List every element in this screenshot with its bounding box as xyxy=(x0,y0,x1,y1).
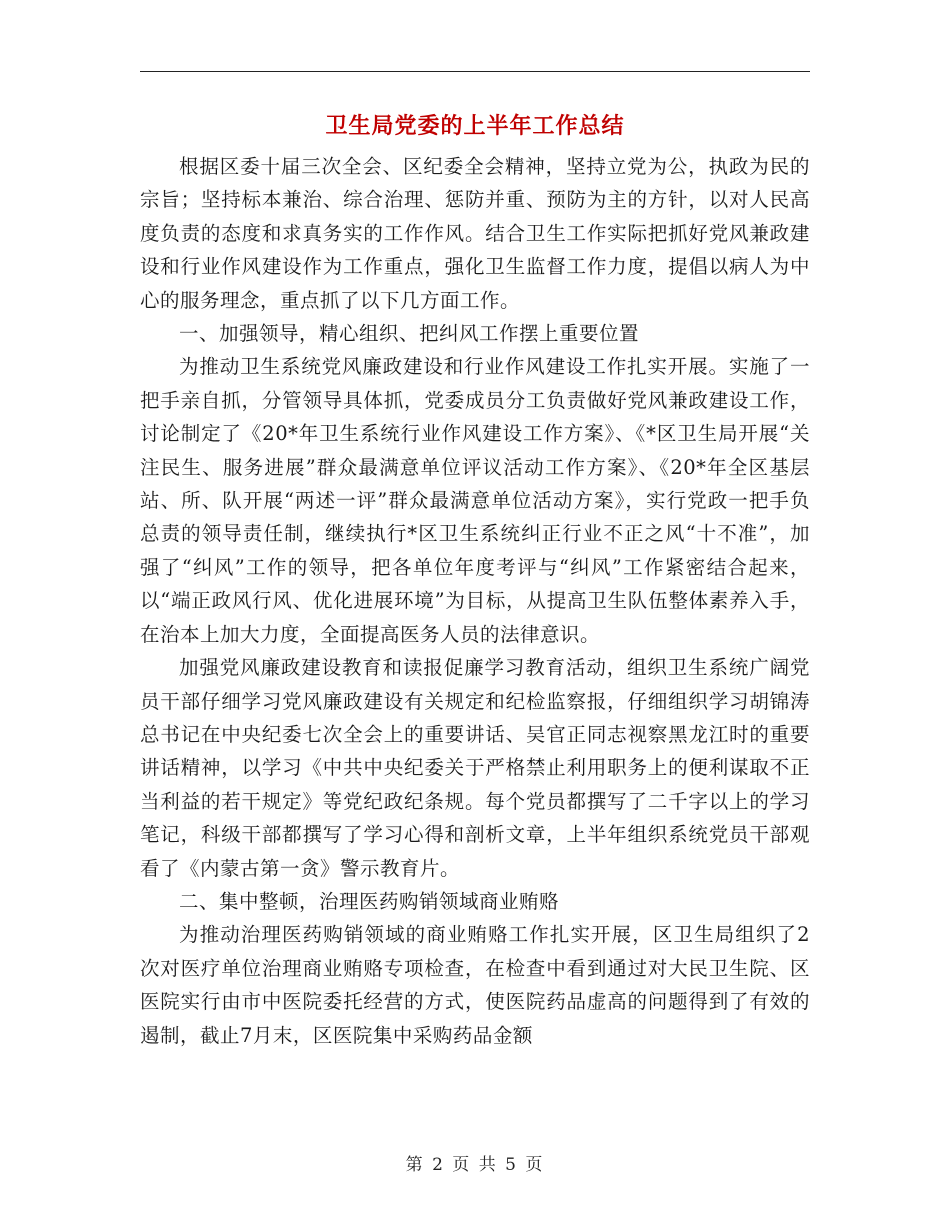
paragraph-intro: 根据区委十届三次全会、区纪委全会精神，坚持立党为公，执政为民的宗旨；坚持标本兼治、综合治理、惩防并重、预防为主的方针，以对人民高度负责的态度和求真务实的工作作风。结合卫生工作实际把抓好党风兼政建设和行业作风建设作为工作重点，强化卫生监督工作力度，提倡以病人为中心的服务理念，重点抓了以下几方面工作。 xyxy=(140,155,810,312)
document-body xyxy=(140,150,810,1052)
paragraph-section-1b: 加强党风廉政建设教育和读报促廉学习教育活动，组织卫生系统广阔党员干部仔细学习党风廉政建设有关规定和纪检监察报，仔细组织学习胡锦涛总书记在中央纪委七次全会上的重要讲话、吴官正同志视察黑龙江时的重要讲话精神，以学习《中共中央纪委关于严格禁止利用职务上的便利谋取不正当利益的若干规定》等党纪政纪条规。每个党员都撰写了二千字以上的学习笔记，科级干部都撰写了学习心得和剖析文章，上半年组织系统党员干部观看了《内蒙古第一贪》警示教育片。 xyxy=(140,656,810,880)
page-footer: 第 2 页 共 5 页 xyxy=(405,1155,545,1175)
paragraph-section-2a: 为推动治理医药购销领域的商业贿赂工作扎实开展，区卫生局组织了2次对医疗单位治理商业贿赂专项检查，在检查中看到通过对大民卫生院、区医院实行由市中医院委托经营的方式，使医院药品虚高的问题得到了有效的遏制，截止7月末，区医院集中采购药品金额 xyxy=(140,923,810,1047)
section-heading-2: 二、集中整顿，治理医药购销领域商业贿赂 xyxy=(179,889,560,913)
header-rule xyxy=(140,71,810,72)
paragraph-section-1a: 为推动卫生系统党风廉政建设和行业作风建设工作扎实开展。实施了一把手亲自抓，分管领导具体抓，党委成员分工负责做好党风兼政建设工作，讨论制定了《20*年卫生系统行业作风建设工作方案》、《*区卫生局开展“关注民生、服务进展”群众最满意单位评议活动工作方案》、《20*年全区基层站、所、队开展“两述一评”群众最满意单位活动方案》，实行党政一把手负总责的领导责任制，继续执行*区卫生系统纠正行业不正之风“十不准”，加强了“纠风”工作的领导，把各单位年度考评与“纠风”工作紧密结合起来，以“端正政风行风、优化进展环境”为目标，从提高卫生队伍整体素养入手，在治本上加大力度，全面提高医务人员的法律意识。 xyxy=(140,355,810,646)
section-heading-1: 一、加强领导，精心组织、把纠风工作摆上重要位置 xyxy=(179,322,640,346)
document-title: 卫生局党委的上半年工作总结 xyxy=(325,114,625,139)
